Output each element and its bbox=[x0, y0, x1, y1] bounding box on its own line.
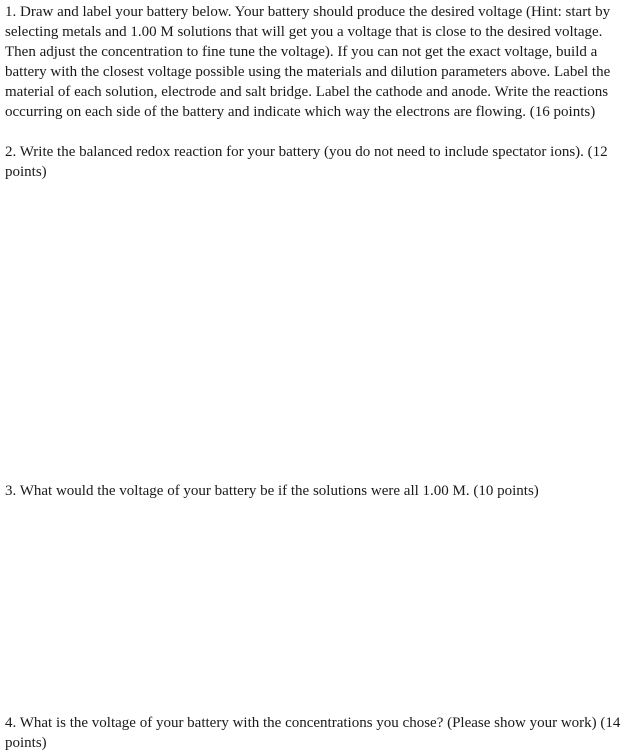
question-4-text: 4. What is the voltage of your battery with the concentrations you chose? (Please show your work) (14 points) bbox=[5, 715, 621, 751]
question-2-text: 2. Write the balanced redox reaction for your battery (you do not need to include spectator ions). (12 points) bbox=[5, 144, 608, 180]
question-1-text: 1. Draw and label your battery below. Your battery should produce the desired voltage (Hint: start by selecting metals and 1.00 M solutions that will get you a voltage that is close to the desired voltage. Then adjust the concentration to fine tune the voltage). If you can not get the exact voltage, build a battery with the closest voltage possible using the materials and dilution parameters above. Label the material of each solution, electrode and salt bridge. Label the cathode and anode. Write the reactions occurring on each side of the battery and indicate which way the electrons are flowing. (16 points) bbox=[5, 4, 611, 120]
question-3-text: 3. What would the voltage of your battery be if the solutions were all 1.00 M. (10 points) bbox=[5, 483, 539, 499]
